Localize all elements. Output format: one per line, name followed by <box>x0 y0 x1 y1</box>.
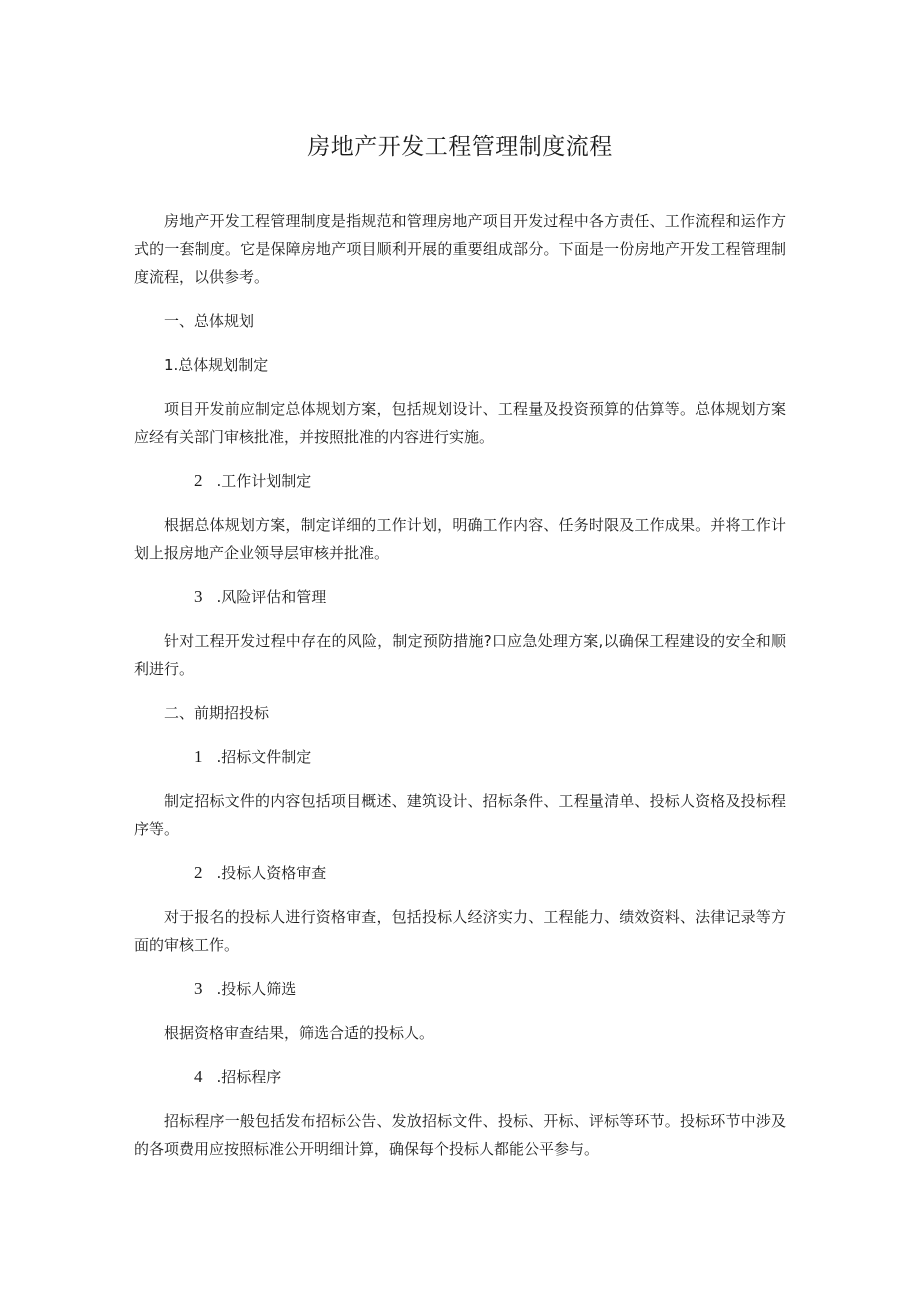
subheading-overall-plan-formulation: 1.总体规划制定 <box>164 356 269 374</box>
item-number: 2 <box>194 863 203 882</box>
item-number: 3 <box>194 979 203 998</box>
subheading-bidder-selection <box>134 975 786 1003</box>
paragraph-overall-plan-formulation: 项目开发前应制定总体规划方案，包括规划设计、工程量及投资预算的估算等。总体规划方案应经有关部门审核批准，并按照批准的内容进行实施。 <box>134 400 786 446</box>
subheading-label: .投标人资格审查 <box>216 864 327 882</box>
subheading-work-plan <box>134 467 786 495</box>
item-number: 4 <box>194 1067 203 1086</box>
subheading-label: .招标程序 <box>216 1068 282 1086</box>
subheading-label: .招标文件制定 <box>216 748 312 766</box>
intro-paragraph: 房地产开发工程管理制度是指规范和管理房地产项目开发过程中各方责任、工作流程和运作方式的一套制度。它是保障房地产项目顺利开展的重要组成部分。下面是一份房地产开发工程管理制度流程，以供参考。 <box>134 212 786 286</box>
subheading-bidder-qualification <box>134 859 786 887</box>
subheading-bidding-procedure <box>134 1063 786 1091</box>
subheading-label: .工作计划制定 <box>216 472 312 490</box>
paragraph-bid-document: 制定招标文件的内容包括项目概述、建筑设计、招标条件、工程量清单、投标人资格及投标程序等。 <box>134 792 786 838</box>
paragraph-work-plan: 根据总体规划方案，制定详细的工作计划，明确工作内容、任务时限及工作成果。并将工作计划上报房地产企业领导层审核并批准。 <box>134 516 786 562</box>
subheading-label: .投标人筛选 <box>216 980 297 998</box>
section-heading-overall-planning: 一、总体规划 <box>164 312 255 330</box>
paragraph-bidder-selection: 根据资格审查结果，筛选合适的投标人。 <box>164 1024 435 1042</box>
subheading-label: .风险评估和管理 <box>216 588 327 606</box>
page-title: 房地产开发工程管理制度流程 <box>307 134 613 160</box>
item-number: 3 <box>194 587 203 606</box>
subheading-bid-document <box>134 743 786 771</box>
section-heading-bidding: 二、前期招投标 <box>164 704 270 722</box>
subheading-risk-management <box>134 583 786 611</box>
paragraph-bidder-qualification: 对于报名的投标人进行资格审查，包括投标人经济实力、工程能力、绩效资料、法律记录等方面的审核工作。 <box>134 908 786 954</box>
paragraph-risk-management: 针对工程开发过程中存在的风险，制定预防措施?口应急处理方案,以确保工程建设的安全和顺利进行。 <box>134 632 786 678</box>
paragraph-bidding-procedure: 招标程序一般包括发布招标公告、发放招标文件、投标、开标、评标等环节。投标环节中涉及的各项费用应按照标准公开明细计算，确保每个投标人都能公平参与。 <box>134 1112 786 1158</box>
document-body <box>134 207 786 1179</box>
item-number: 2 <box>194 471 203 490</box>
item-number: 1 <box>194 747 203 766</box>
